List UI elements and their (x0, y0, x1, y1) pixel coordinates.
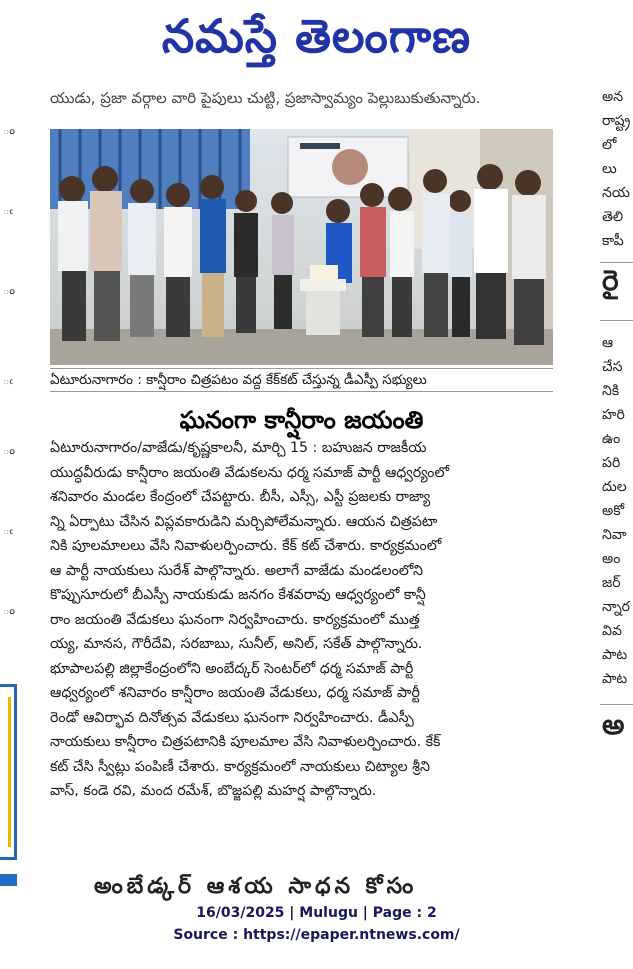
footer-date-edition: 16/03/2025 | Mulugu | Page : 2 (196, 905, 437, 921)
next-headline-text: అంబేడ్కర్ ఆశయ సాధన కోసం (94, 874, 418, 899)
right-fragment-line: రాష్ట్ర (602, 113, 631, 129)
right-fragment-line: పాట (602, 671, 628, 687)
epaper-clipping (0, 84, 633, 899)
article-line: నికి పూలమాలలు వేసి నివాళులర్పించారు. కేక్ కట్ చేశారు. కార్యక్రమంలో (50, 538, 442, 554)
photo-caption: ఏటూరునాగారం : కాన్షీరాం చిత్రపటం వద్ద కేక్‌కట్ చేస్తున్న డీఎస్పీ సభ్యులు (50, 368, 553, 392)
article-line: వాస్, కండె రవి, మంద రమేశ్, బొజ్జపల్లి మహర్ష పాల్గొన్నారు. (50, 783, 377, 799)
right-fragment-line: అన (602, 89, 624, 105)
article-line: ఆ పార్టీ నాయకులు సురేశ్ పాల్గొన్నారు. అలాగే వాజేడు మండలంలోని (50, 562, 424, 579)
right-fragment-line: చేస (602, 359, 623, 375)
next-article-headline-fragment (94, 874, 514, 899)
right-column-fragment (600, 84, 633, 884)
left-fragment-glyph: ం (3, 604, 15, 617)
right-fragment-line: దుల (602, 479, 627, 495)
newspaper-masthead (0, 0, 633, 78)
article-headline: ఘనంగా కాన్షీరాం జయంతి (179, 406, 424, 434)
left-fragment-glyph: ం (3, 124, 15, 137)
right-fragment-line: అం (602, 551, 621, 567)
article-line: కట్ చేసి స్వీట్లు పంపిణీ చేశారు. కార్యక్రమంలో నాయకులు చిట్యాల శ్రీని (50, 758, 430, 775)
right-fragment-line: హరి (602, 407, 625, 423)
article-line: రెండో ఆవిర్భావ దినోత్సవ వేడుకలు ఘనంగా నిర్వహించారు. డీఎస్పీ (50, 709, 414, 726)
right-fragment-line: జర్ (602, 575, 621, 591)
left-column-fragment (0, 84, 24, 884)
right-fragment-heading: అ (602, 708, 625, 741)
right-fragment-line: నివా (602, 527, 627, 543)
news-article (50, 84, 555, 899)
left-fragment-glyph: ం (3, 444, 15, 457)
left-fragment-glyph: ఁ (3, 204, 13, 217)
article-body (50, 436, 553, 804)
article-line: య్య, మానస, గౌరీదేవి, సరబాబు, సునీల్, అనిల్, సకేత్ పాల్గొన్నారు. (50, 636, 423, 652)
right-fragment-line: పాట (602, 647, 628, 663)
right-fragment-line: ఉం (602, 431, 621, 447)
right-fragment-line: నయ (602, 185, 630, 201)
left-ad-frame (0, 684, 17, 860)
left-fragment-glyph: ం (3, 284, 15, 297)
previous-article-fragment: యుడు, ప్రజా వర్గాల వారి పైపులు చుట్టి, ప్రజాస్వామ్యం పెల్లుబుకుతున్నారు. (50, 89, 481, 107)
article-line: కొప్పుసూరులో బీఎస్పీ నాయకుడు జనగం కేశవరావు ఆధ్వర్యంలో కాన్షీ (50, 587, 426, 603)
right-fragment-line: ఆ (602, 335, 614, 351)
right-fragment-line: నికి (602, 383, 620, 399)
right-fragment-line: కాపీ (602, 233, 624, 249)
left-fragment-glyph: ఁ (3, 374, 13, 387)
article-line: నాయకులు కాన్షీరాం చిత్రపటానికి పూలమాల వేసి నివాళులర్పించారు. కేక్ (50, 734, 441, 750)
group-photo-illustration (50, 129, 553, 365)
right-fragment-line: పరి (602, 455, 621, 471)
right-fragment-line: తెలి (602, 209, 624, 225)
article-line: శనివారం మండల కేంద్రంలో చేపట్టారు. బీసీ, ఎస్సీ, ఎస్టీ ప్రజలకు రాజ్యా (50, 489, 431, 505)
right-fragment-line: వివ (602, 623, 622, 639)
right-fragment-line: లో (602, 137, 617, 153)
left-ad-strip (0, 874, 17, 886)
article-line: భూపాలపల్లి జిల్లాకేంద్రంలోని అంబేద్కర్ సెంటర్‌లో ధర్మ సమాజ్ పార్టీ (50, 660, 414, 677)
right-fragment-line: న్నార (602, 599, 630, 615)
epaper-footer (0, 902, 633, 946)
article-line: న్ని ఏర్పాటు చేసిన విప్లవకారుడిని మర్చిపోలేమన్నారు. ఆయన చిత్రపటా (50, 513, 438, 530)
footer-source-link[interactable]: Source : https://epaper.ntnews.com/ (173, 927, 460, 943)
article-photo (50, 129, 553, 365)
article-line: రాం జయంతి వేడుకలు ఘనంగా నిర్వహించారు. కార్యక్రమంలో ముత్త (50, 611, 420, 628)
right-fragment-line: లు (602, 161, 617, 177)
masthead-title: నమస్తే తెలంగాణ (161, 9, 472, 63)
article-line: యుద్ధవీరుడు కాన్షీరాం జయంతి వేడుకలను ధర్మ సమాజ్ పార్టీ ఆధ్వర్యంలో (50, 464, 450, 481)
left-fragment-glyph: ఁ (3, 524, 13, 537)
right-fragment-heading: రై (602, 264, 619, 297)
article-line: ఏటూరునాగారం/వాజేడు/కృష్ణకాలనీ, మార్చి 15 : బహుజన రాజకీయ (50, 440, 427, 456)
right-fragment-line: అకో (602, 503, 625, 519)
article-line: ఆధ్వర్యంలో శనివారం కాన్షీరాం జయంతి వేడుకలు, ధర్మ సమాజ్ పార్టీ (50, 685, 420, 701)
